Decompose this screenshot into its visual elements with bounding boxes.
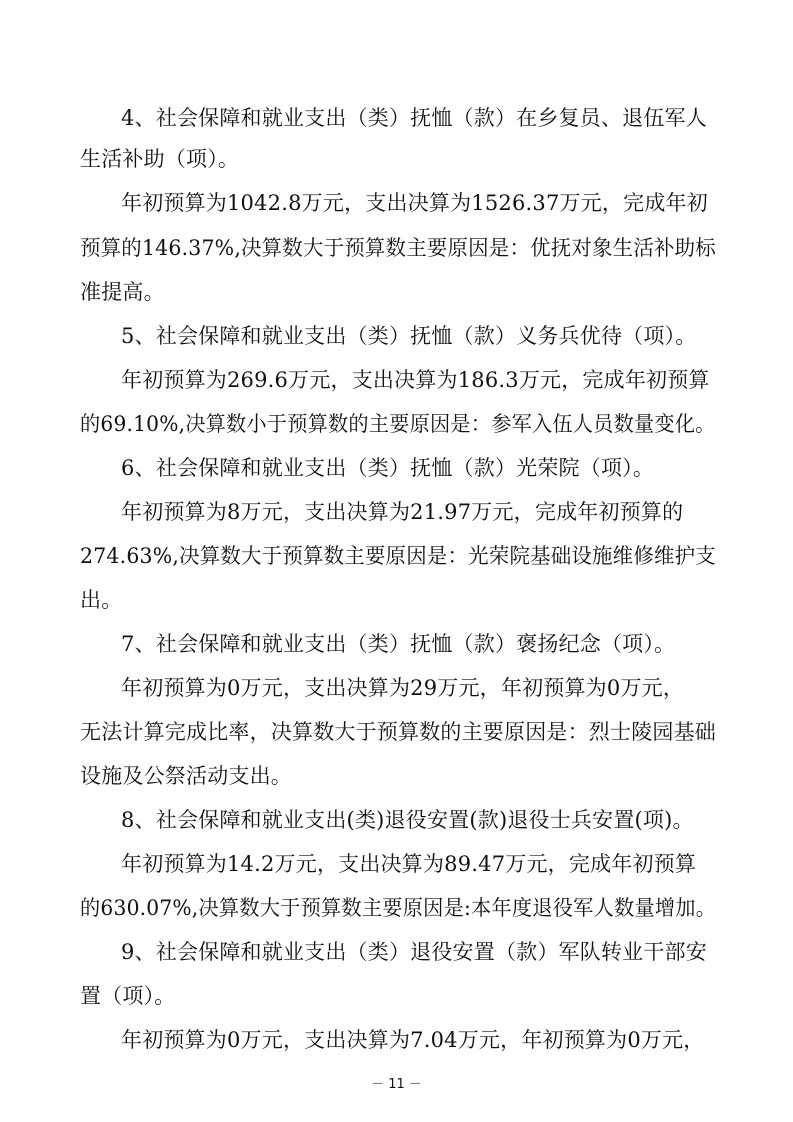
section-6-body-line-3: 出。 <box>80 588 123 612</box>
section-6-body-line-1: 年初预算为8万元，支出决算为21.97万元，完成年初预算的 <box>121 500 684 524</box>
section-8-body-line-2: 的630.07%,决算数大于预算数主要原因是:本年度退役军人数量增加。 <box>80 896 717 920</box>
page-number: － 11 － <box>371 1077 422 1092</box>
section-8-body-line-1: 年初预算为14.2万元，支出决算为89.47万元，完成年初预算 <box>121 852 697 876</box>
section-9-heading-line-1: 9、社会保障和就业支出（类）退役安置（款）军队转业干部安 <box>121 940 707 964</box>
section-5-heading-line-1: 5、社会保障和就业支出（类）抚恤（款）义务兵优待（项）。 <box>121 324 697 348</box>
section-4-body-line-2: 预算的146.37%,决算数大于预算数主要原因是：优抚对象生活补助标 <box>80 236 716 260</box>
section-7-body-line-3: 设施及公祭活动支出。 <box>80 764 292 788</box>
section-7-body-line-1: 年初预算为0万元，支出决算为29万元，年初预算为0万元， <box>121 676 685 700</box>
section-9-body-line-1: 年初预算为0万元，支出决算为7.04万元，年初预算为0万元， <box>121 1028 705 1052</box>
section-5-body-line-2: 的69.10%,决算数小于预算数的主要原因是：参军入伍人员数量变化。 <box>80 412 716 436</box>
section-7-body-line-2: 无法计算完成比率，决算数大于预算数的主要原因是：烈士陵园基础 <box>80 720 716 744</box>
section-4-heading-line-2: 生活补助（项）。 <box>80 147 240 171</box>
section-9-heading-line-2: 置（项）。 <box>80 984 176 1008</box>
section-6-heading-line-1: 6、社会保障和就业支出（类）抚恤（款）光荣院（项）。 <box>121 456 655 480</box>
section-4-body-line-3: 准提高。 <box>80 280 165 304</box>
section-4-body-line-1: 年初预算为1042.8万元，支出决算为1526.37万元，完成年初 <box>121 191 708 215</box>
section-6-body-line-2: 274.63%,决算数大于预算数主要原因是：光荣院基础设施维修维护支 <box>80 544 716 568</box>
section-8-heading-line-1: 8、社会保障和就业支出(类)退役安置(款)退役士兵安置(项)。 <box>121 808 694 832</box>
section-7-heading-line-1: 7、社会保障和就业支出（类）抚恤（款）褒扬纪念（项）。 <box>121 632 676 656</box>
section-4-heading-line-1: 4、社会保障和就业支出（类）抚恤（款）在乡复员、退伍军人 <box>121 106 707 130</box>
section-5-body-line-1: 年初预算为269.6万元，支出决算为186.3万元，完成年初预算 <box>121 368 710 392</box>
